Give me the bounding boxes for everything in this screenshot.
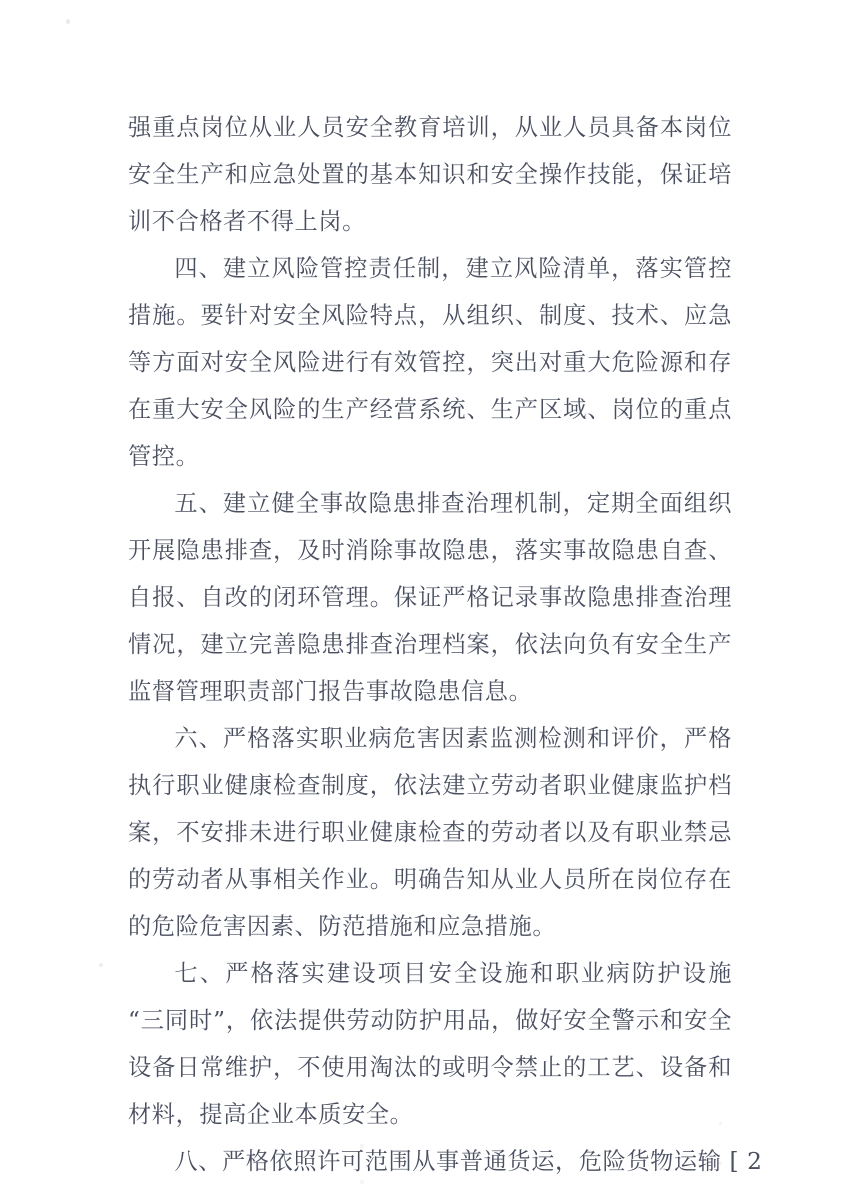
paragraph-item-5: 五、建立健全事故隐患排查治理机制，定期全面组织开展隐患排查，及时消除事故隐患，落实事故隐患自查、自报、自改的闭环管理。保证严格记录事故隐患排查治理情况，建立完善隐患排查治理档案，依法向负有安全生产监督管理职责部门报告事故隐患信息。 xyxy=(128,490,732,705)
paragraph-item-4: 四、建立风险管控责任制，建立风险清单，落实管控措施。要针对安全风险特点，从组织、制度、技术、应急等方面对安全风险进行有效管控，突出对重大危险源和存在重大安全风险的生产经营系统、生产区域、岗位的重点管控。 xyxy=(128,255,732,470)
paragraph-item-7: 七、严格落实建设项目安全设施和职业病防护设施“三同时”，依法提供劳动防护用品，做好安全警示和安全设备日常维护，不使用淘汰的或明令禁止的工艺、设备和材料，提高企业本质安全。 xyxy=(128,960,732,1128)
paragraph-continuation: 强重点岗位从业人员安全教育培训，从业人员具备本岗位安全生产和应急处置的基本知识和安全操作技能，保证培训不合格者不得上岗。 xyxy=(128,114,732,235)
scan-speck xyxy=(99,963,103,967)
paragraph-item-8: 八、严格依照许可范围从事普通货运，危险货物运输 [ 2 xyxy=(174,1148,763,1175)
document-text-column xyxy=(128,104,763,1185)
scan-speck xyxy=(66,19,70,24)
paragraph-item-6: 六、严格落实职业病危害因素监测检测和评价，严格执行职业健康检查制度，依法建立劳动者职业健康监护档案，不安排未进行职业健康检查的劳动者以及有职业禁忌的劳动者从事相关作业。明确告知从业人员所在岗位存在的危险危害因素、防范措施和应急措施。 xyxy=(128,725,732,940)
